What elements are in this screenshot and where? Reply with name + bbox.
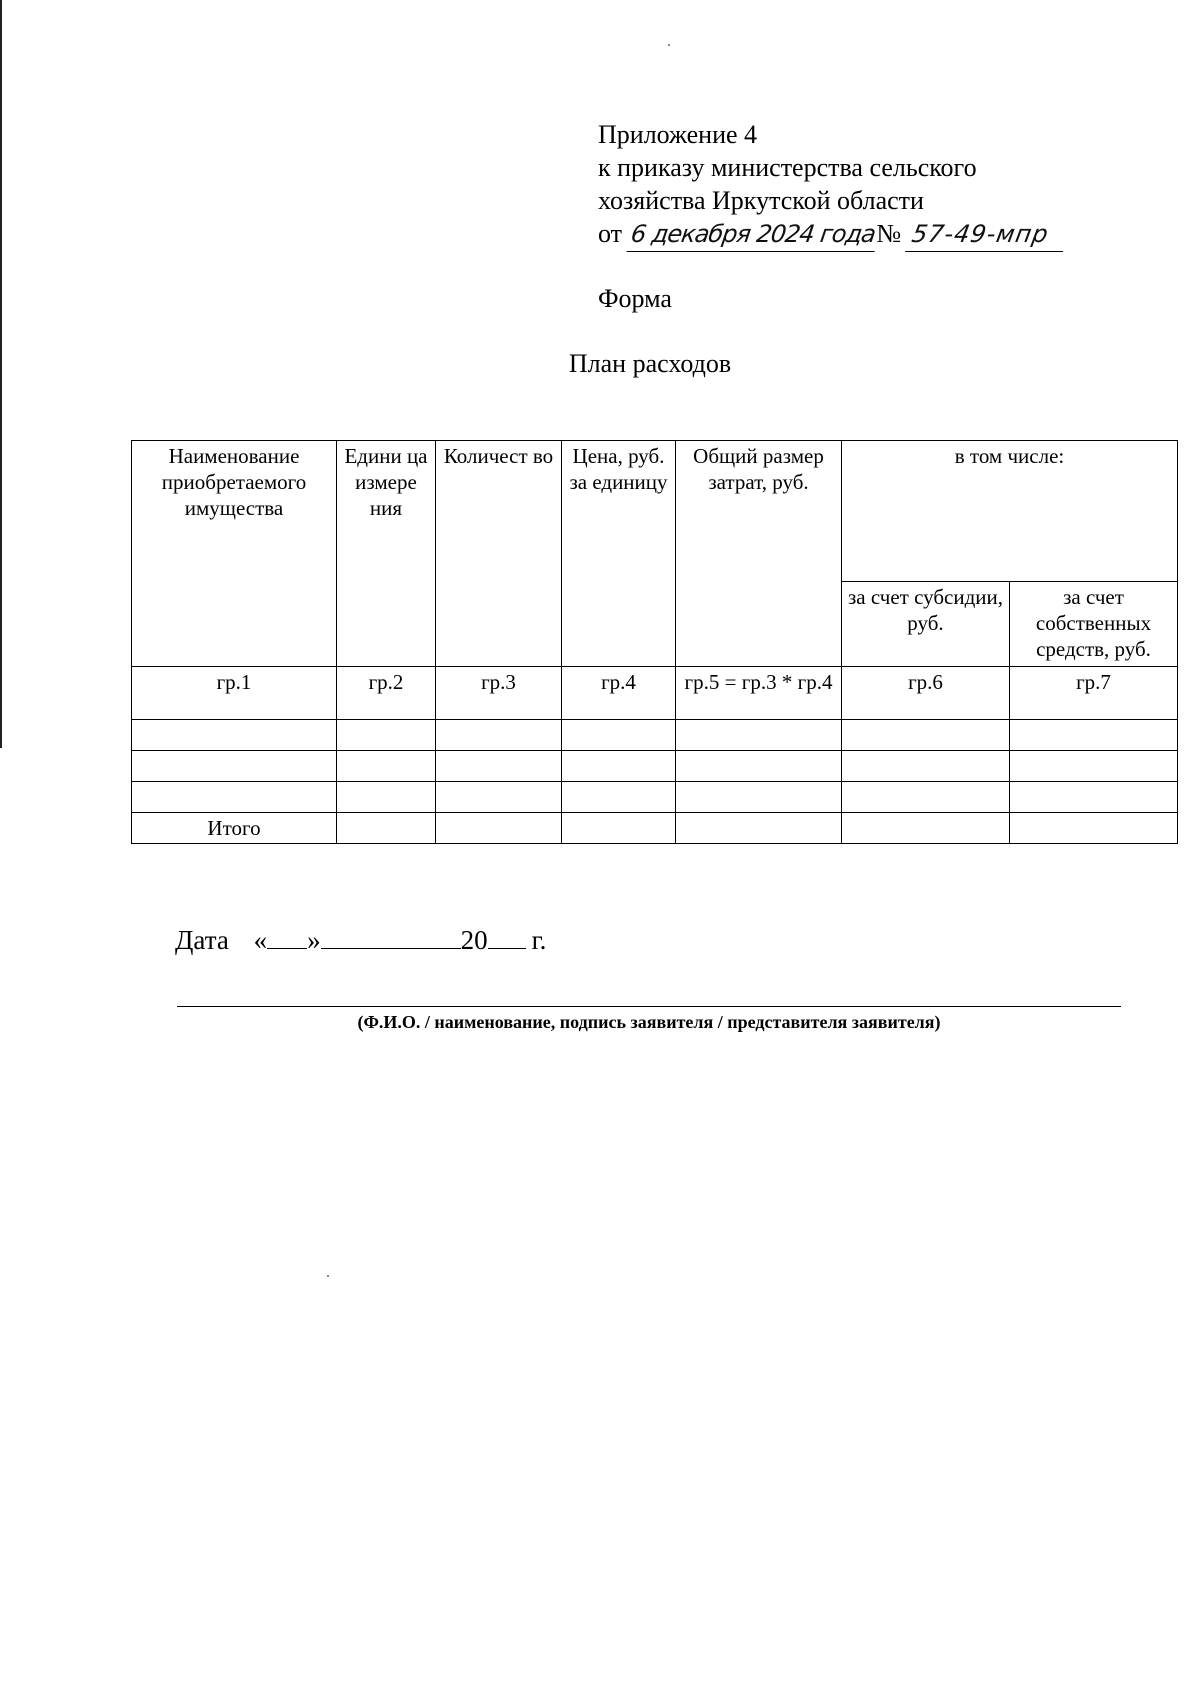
column-code: гр.4 [562, 667, 676, 720]
header-unit-price: Цена, руб. за единицу [562, 441, 676, 667]
date-label: Дата [175, 925, 229, 955]
table-cell[interactable] [436, 782, 562, 813]
year-blank[interactable] [488, 924, 526, 949]
column-code: гр.5 = гр.3 * гр.4 [676, 667, 842, 720]
signature-line[interactable] [177, 1006, 1121, 1007]
table-cell[interactable] [562, 751, 676, 782]
table-cell[interactable] [436, 813, 562, 844]
table-cell[interactable] [132, 720, 337, 751]
header-including-group: в том числе: [842, 441, 1178, 582]
appendix-order-ref: к приказу министерства сельского [598, 153, 977, 182]
header-total-cost: Общий размер затрат, руб. [676, 441, 842, 667]
handwritten-date: 6 декабря 2024 года [626, 218, 879, 252]
column-code: гр.2 [337, 667, 436, 720]
column-code: гр.6 [842, 667, 1010, 720]
date-close-quote: » [307, 925, 321, 955]
table-cell[interactable] [676, 720, 842, 751]
form-label: Форма [598, 284, 672, 313]
appendix-title: Приложение 4 [598, 120, 758, 149]
handwritten-order-number: 57-49-мпр [905, 218, 1069, 252]
table-cell[interactable] [1010, 782, 1178, 813]
column-codes-row [132, 667, 1178, 720]
table-cell[interactable] [676, 751, 842, 782]
month-blank[interactable] [321, 924, 461, 949]
column-code: гр.3 [436, 667, 562, 720]
day-blank[interactable] [267, 924, 307, 949]
table-row [132, 751, 1178, 782]
header-subsidy: за счет субсидии, руб. [842, 582, 1010, 667]
table-cell[interactable] [842, 782, 1010, 813]
table-cell[interactable] [842, 751, 1010, 782]
total-label: Итого [132, 813, 337, 844]
table-cell[interactable] [562, 720, 676, 751]
from-label: от [598, 219, 623, 248]
table-cell[interactable] [562, 813, 676, 844]
table-cell[interactable] [1010, 751, 1178, 782]
table-cell[interactable] [337, 720, 436, 751]
table-cell[interactable] [436, 751, 562, 782]
table-row [132, 720, 1178, 751]
document-title: План расходов [568, 349, 732, 378]
order-date-line [598, 217, 1066, 250]
scan-speck [327, 1275, 329, 1277]
table-cell[interactable] [132, 751, 337, 782]
year-suffix: г. [531, 925, 547, 955]
table-cell[interactable] [562, 782, 676, 813]
column-code: гр.1 [132, 667, 337, 720]
table-cell[interactable] [1010, 813, 1178, 844]
date-open-quote: « [253, 925, 268, 955]
signature-caption: (Ф.И.О. / наименование, подпись заявителя / представителя заявителя) [357, 1012, 941, 1032]
table-cell[interactable] [676, 782, 842, 813]
table-cell[interactable] [132, 782, 337, 813]
appendix-block [598, 118, 1066, 250]
table-cell[interactable] [337, 813, 436, 844]
scan-speck [668, 44, 670, 46]
header-item-name: Наименование приобретаемого имущества [132, 441, 337, 667]
table-cell[interactable] [337, 782, 436, 813]
table-cell[interactable] [676, 813, 842, 844]
year-prefix: 20 [460, 925, 488, 955]
table-cell[interactable] [1010, 720, 1178, 751]
table-header-row [132, 441, 1178, 582]
table-cell[interactable] [436, 720, 562, 751]
header-own-funds: за счет собственных средств, руб. [1010, 582, 1178, 667]
header-unit: Едини ца измере ния [337, 441, 436, 667]
date-line [175, 924, 546, 956]
expense-plan-table [131, 440, 1178, 844]
number-label: № [876, 219, 902, 248]
table-cell[interactable] [842, 720, 1010, 751]
header-quantity: Количест во [436, 441, 562, 667]
table-row [132, 782, 1178, 813]
appendix-ministry: хозяйства Иркутской области [598, 186, 924, 215]
table-cell[interactable] [842, 813, 1010, 844]
table-cell[interactable] [337, 751, 436, 782]
column-code: гр.7 [1010, 667, 1178, 720]
total-row [132, 813, 1178, 844]
